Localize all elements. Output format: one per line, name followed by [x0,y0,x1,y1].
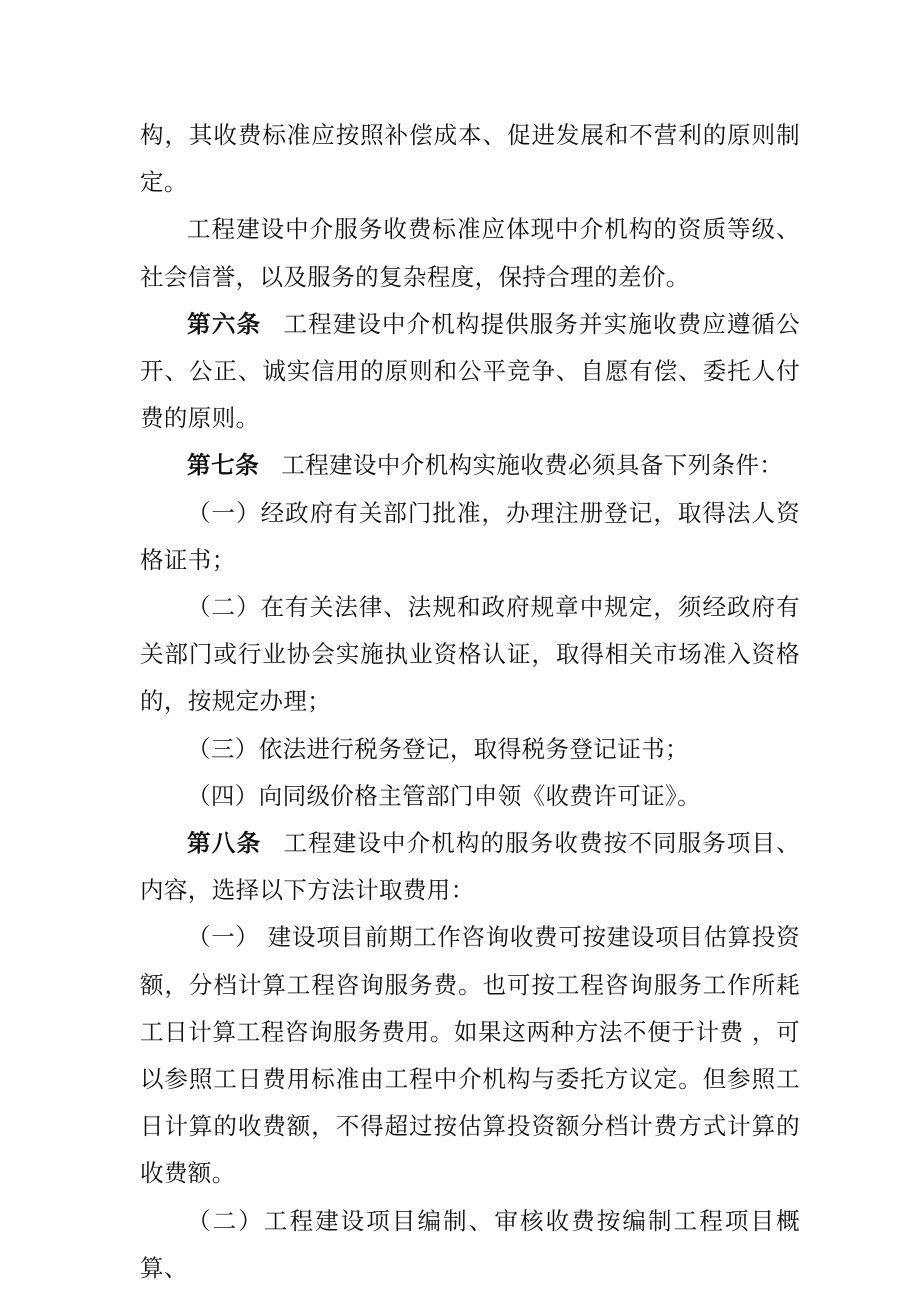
article-8-text: 工程建设中介机构的服务收费按不同服务项目、内容，选择以下方法计取费用： [140,829,800,905]
paragraph-fee-standard: 工程建设中介服务收费标准应体现中介机构的资质等级、社会信誉，以及服务的复杂程度，保持合理的差价。 [140,215,800,291]
article-7-text: 工程建设中介机构实施收费必须具备下列条件： [281,451,784,480]
article-8 [140,820,800,914]
article-6-number: 第六条 [187,309,262,338]
article-7-item-4: （四）向同级价格主管部门申领《收费许可证》。 [187,781,702,810]
article-8-item-2: （二）工程建设项目编制、审核收费按编制工程项目概算、 [140,1206,800,1282]
article-8-item-1: （一） 建设项目前期工作咨询收费可按建设项目估算投资额，分档计算工程咨询服务费。也可按工程咨询服务工作所耗工日计算工程咨询服务费用。如果这两种方法不便于计费 ，可以参照工日费用标准由工程中介机构与委托方议定。但参照工日计算的收费额，不得超过按估算投资额分档计费方式计算的收费额。 [140,923,800,1188]
article-7-item-3: （三）依法进行税务登记，取得税务登记证书； [187,734,689,763]
article-7-item-1: （一）经政府有关部门批准，办理注册登记，取得法人资格证书； [140,498,800,574]
document-body [140,112,800,1292]
article-7 [140,442,800,489]
article-6 [140,301,800,443]
paragraph-continuation: 构，其收费标准应按照补偿成本、促进发展和不营利的原则制定。 [140,121,800,197]
article-8-number: 第八条 [187,829,262,858]
article-6-text: 工程建设中介机构提供服务并实施收费应遵循公开、公正、诚实信用的原则和公平竞争、自愿有偿、委托人付费的原则。 [140,309,800,433]
article-7-number: 第七条 [187,451,260,480]
article-7-item-2: （二）在有关法律、法规和政府规章中规定，须经政府有关部门或行业协会实施执业资格认证，取得相关市场准入资格的，按规定办理； [140,593,800,716]
